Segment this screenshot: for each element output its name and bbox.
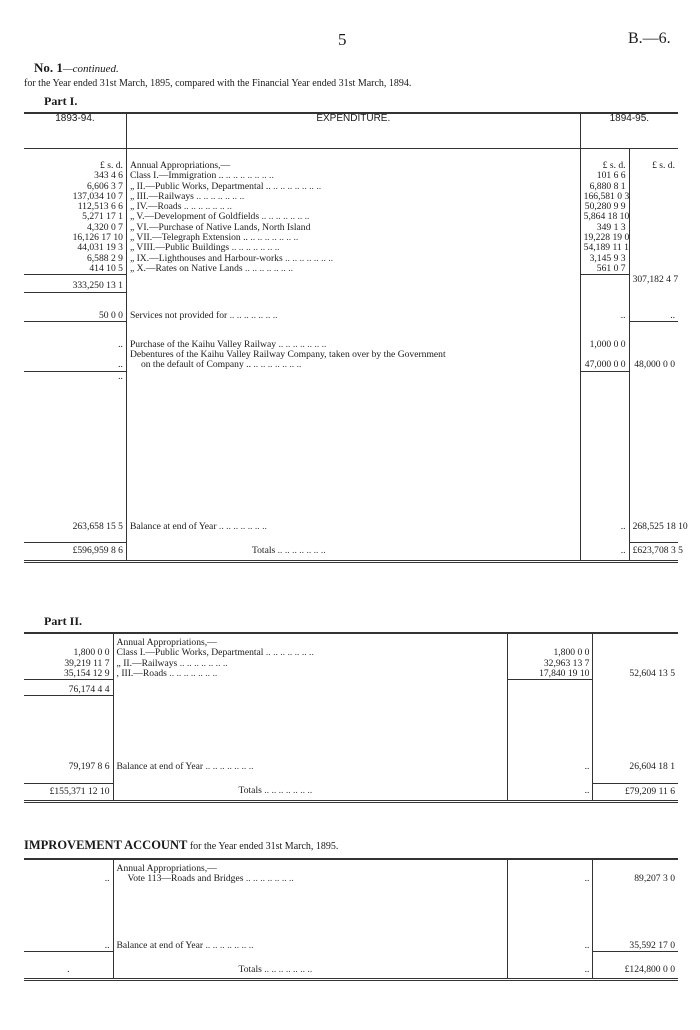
class-curr: 17,840 19 10 — [507, 669, 593, 680]
col-prev-year: 1893-94. — [24, 113, 126, 149]
improvement-totals-prev: . — [24, 962, 113, 980]
purchase-prev: .. — [24, 340, 126, 350]
class-prev: 44,031 19 3 — [24, 243, 126, 253]
improvement-balance-row — [24, 941, 678, 952]
part1-label: Part I. — [44, 94, 78, 108]
class-prev: 1,800 0 0 — [24, 648, 113, 658]
class-label: „ IX.—Lighthouses and Harbour-works .. .. .. .. .. .. .. — [126, 254, 580, 264]
part2-label: Part II. — [44, 614, 82, 628]
improvement-balance-curr: 35,592 17 0 — [593, 941, 678, 952]
class-label: „ VII.—Telegraph Extension .. .. .. .. .. .. .. .. — [126, 233, 580, 243]
totals-prev: £596,959 8 6 — [24, 543, 126, 561]
class-prev: 16,126 17 10 — [24, 233, 126, 243]
improvement-balance-label: Balance at end of Year .. .. .. .. .. .. .. — [113, 941, 507, 952]
balance-curr: 268,525 18 10 — [632, 521, 688, 533]
part2-totals-prev: £155,371 12 10 — [24, 783, 113, 801]
class-prev: 6,588 2 9 — [24, 254, 126, 264]
vote-curr: 89,207 3 0 — [634, 873, 675, 885]
vote-mid: .. — [507, 874, 593, 884]
totals-curr: £623,708 3 5 — [629, 543, 678, 561]
class-curr: 5,864 18 10 — [580, 212, 629, 222]
part2-table — [24, 632, 678, 803]
class-prev: 35,154 12 9 — [24, 669, 113, 680]
class-prev: 6,606 3 7 — [24, 182, 126, 192]
units-curr: £ s. d. — [580, 161, 629, 171]
vote-row — [24, 874, 678, 884]
table-row — [24, 264, 678, 275]
class-label: „ IV.—Roads .. .. .. .. .. .. .. — [126, 202, 580, 212]
improvement-totals-curr: £124,800 0 0 — [624, 963, 675, 975]
statement-heading — [34, 60, 119, 76]
services-label: Services not provided for .. .. .. .. .. .. .. — [126, 311, 580, 322]
col-description: EXPENDITURE. — [126, 113, 580, 149]
class-curr: 1,800 0 0 — [507, 648, 593, 658]
class-label: „ III.—Railways .. .. .. .. .. .. .. — [126, 192, 580, 202]
totals-label: Totals .. .. .. .. .. .. .. — [126, 543, 580, 561]
improvement-heading — [24, 838, 338, 853]
vote-prev: .. — [24, 874, 113, 884]
col-current-year: 1894-95. — [580, 113, 678, 149]
class-label: „ II.—Public Works, Departmental .. .. .. .. .. .. .. .. — [126, 182, 580, 192]
part2-appropriations-title: Annual Appropriations,— — [113, 638, 507, 648]
improvement-table — [24, 858, 678, 981]
improvement-totals-label: Totals .. .. .. .. .. .. .. — [113, 962, 507, 980]
page-number: 5 — [338, 30, 347, 49]
services-curr: .. — [580, 311, 629, 322]
improvement-balance-mid: .. — [507, 941, 593, 952]
part2-balance-prev: 79,197 8 6 — [24, 762, 113, 772]
class-label: „ V.—Development of Goldfields .. .. .. .. .. .. .. — [126, 212, 580, 222]
class-prev: 4,320 0 7 — [24, 223, 126, 233]
class-label: Class I.—Immigration .. .. .. .. .. .. .. .. — [126, 171, 580, 181]
part2-totals-label: Totals .. .. .. .. .. .. .. — [113, 783, 507, 801]
debentures-curr: 47,000 0 0 — [580, 360, 629, 371]
part2-balance-row: 79,197 8 6 Balance at end of Year .. .. .. .. .. .. .. .. 26,604 18 1 — [24, 762, 678, 772]
appropriations-title: Annual Appropriations,— — [126, 161, 580, 171]
improvement-totals-mid: .. — [507, 962, 593, 980]
purchase-label: Purchase of the Kaihu Valley Railway .. .. .. .. .. .. .. — [126, 340, 580, 350]
class-curr: 6,880 8 1 — [580, 182, 629, 192]
class-curr: 54,189 11 1 — [580, 243, 629, 253]
class-label: „ II.—Railways .. .. .. .. .. .. .. — [113, 659, 507, 669]
class-curr: 19,228 19 0 — [580, 233, 629, 243]
class-prev: 343 4 6 — [24, 171, 126, 181]
statement-title: No. 1 — [34, 60, 63, 75]
balance-prev: 263,658 15 5 — [24, 522, 126, 532]
class-curr: 349 1 3 — [580, 223, 629, 233]
class-curr: 50,280 9 9 — [580, 202, 629, 212]
class-curr: 3,145 9 3 — [580, 254, 629, 264]
debentures-row-2 — [24, 360, 678, 371]
class-prev: 39,219 11 7 — [24, 659, 113, 669]
units-prev: £ s. d. — [24, 161, 126, 171]
services-total: .. — [670, 309, 675, 321]
class-prev: 414 10 5 — [24, 264, 126, 275]
class-label: „ VIII.—Public Buildings .. .. .. .. .. .. .. — [126, 243, 580, 253]
class-prev: 5,271 17 1 — [24, 212, 126, 222]
part2-appropriations-total-curr: 52,604 13 5 — [629, 667, 675, 679]
class-label: „ X.—Rates on Native Lands .. .. .. .. .. .. .. — [126, 264, 580, 275]
class-prev: 112,513 6 6 — [24, 202, 126, 212]
debentures-prev: .. — [24, 360, 126, 371]
class-curr: 32,963 13 7 — [507, 659, 593, 669]
railway-prev-total: .. — [24, 371, 126, 382]
part2-totals-curr: £79,209 11 6 — [593, 783, 678, 801]
vote-label: Vote 113—Roads and Bridges .. .. .. .. .. .. .. — [113, 874, 507, 884]
improvement-balance-prev: .. — [24, 941, 113, 952]
improvement-totals-row — [24, 962, 678, 980]
improvement-subtitle: for the Year ended 31st March, 1895. — [189, 841, 339, 852]
continued-label: —continued. — [62, 63, 119, 75]
improvement-appropriations-title: Annual Appropriations,— — [113, 864, 507, 874]
balance-label: Balance at end of Year .. .. .. .. .. .. .. — [126, 522, 580, 532]
part1-header-row — [24, 113, 678, 149]
railway-total: 48,000 0 0 — [634, 359, 675, 371]
appropriations-total-row — [24, 275, 678, 292]
services-prev: 50 0 0 — [24, 311, 126, 322]
class-label: , III.—Roads .. .. .. .. .. .. .. — [113, 669, 507, 680]
class-curr: 101 6 6 — [580, 171, 629, 181]
part2-balance-label: Balance at end of Year .. .. .. .. .. .. .. — [113, 762, 507, 772]
part1-table — [24, 112, 688, 563]
debentures-label-cont: on the default of Company .. .. .. .. .. .. .. .. — [126, 360, 580, 371]
sheet-reference: B.—6. — [628, 30, 671, 47]
statement-subheading: for the Year ended 31st March, 1895, compared with the Financial Year ended 31st March, 1894. — [24, 78, 412, 89]
class-curr: 166,581 0 3 — [580, 192, 629, 202]
class-curr: 561 0 7 — [580, 264, 629, 275]
debentures-label: Debentures of the Kaihu Valley Railway Company, taken over by the Government — [126, 350, 580, 360]
balance-row: 263,658 15 5 Balance at end of Year .. .. .. .. .. .. .. .. 268,525 18 10 — [24, 522, 678, 532]
class-prev: 137,034 10 7 — [24, 192, 126, 202]
services-row — [24, 311, 678, 322]
purchase-curr: 1,000 0 0 — [580, 340, 629, 350]
units-total: £ s. d. — [652, 160, 675, 171]
class-label: Class I.—Public Works, Departmental .. .. .. .. .. .. .. — [113, 648, 507, 658]
appropriations-total-curr: 307,182 4 7 — [632, 273, 679, 285]
improvement-title: IMPROVEMENT ACCOUNT — [24, 838, 188, 852]
table-row — [24, 669, 678, 680]
part2-balance-curr: 26,604 18 1 — [629, 761, 675, 773]
part2-totals-row: £155,371 12 10 Totals .. .. .. .. .. .. .. .. £79,209 11 6 — [24, 783, 678, 801]
part2-appropriations-total-prev: 76,174 4 4 — [24, 680, 113, 696]
class-label: „ VI.—Purchase of Native Lands, North Island — [126, 223, 580, 233]
totals-row: £596,959 8 6 Totals .. .. .. .. .. .. .. .. £623,708 3 5 — [24, 543, 678, 561]
appropriations-total-prev: 333,250 13 1 — [24, 275, 126, 292]
